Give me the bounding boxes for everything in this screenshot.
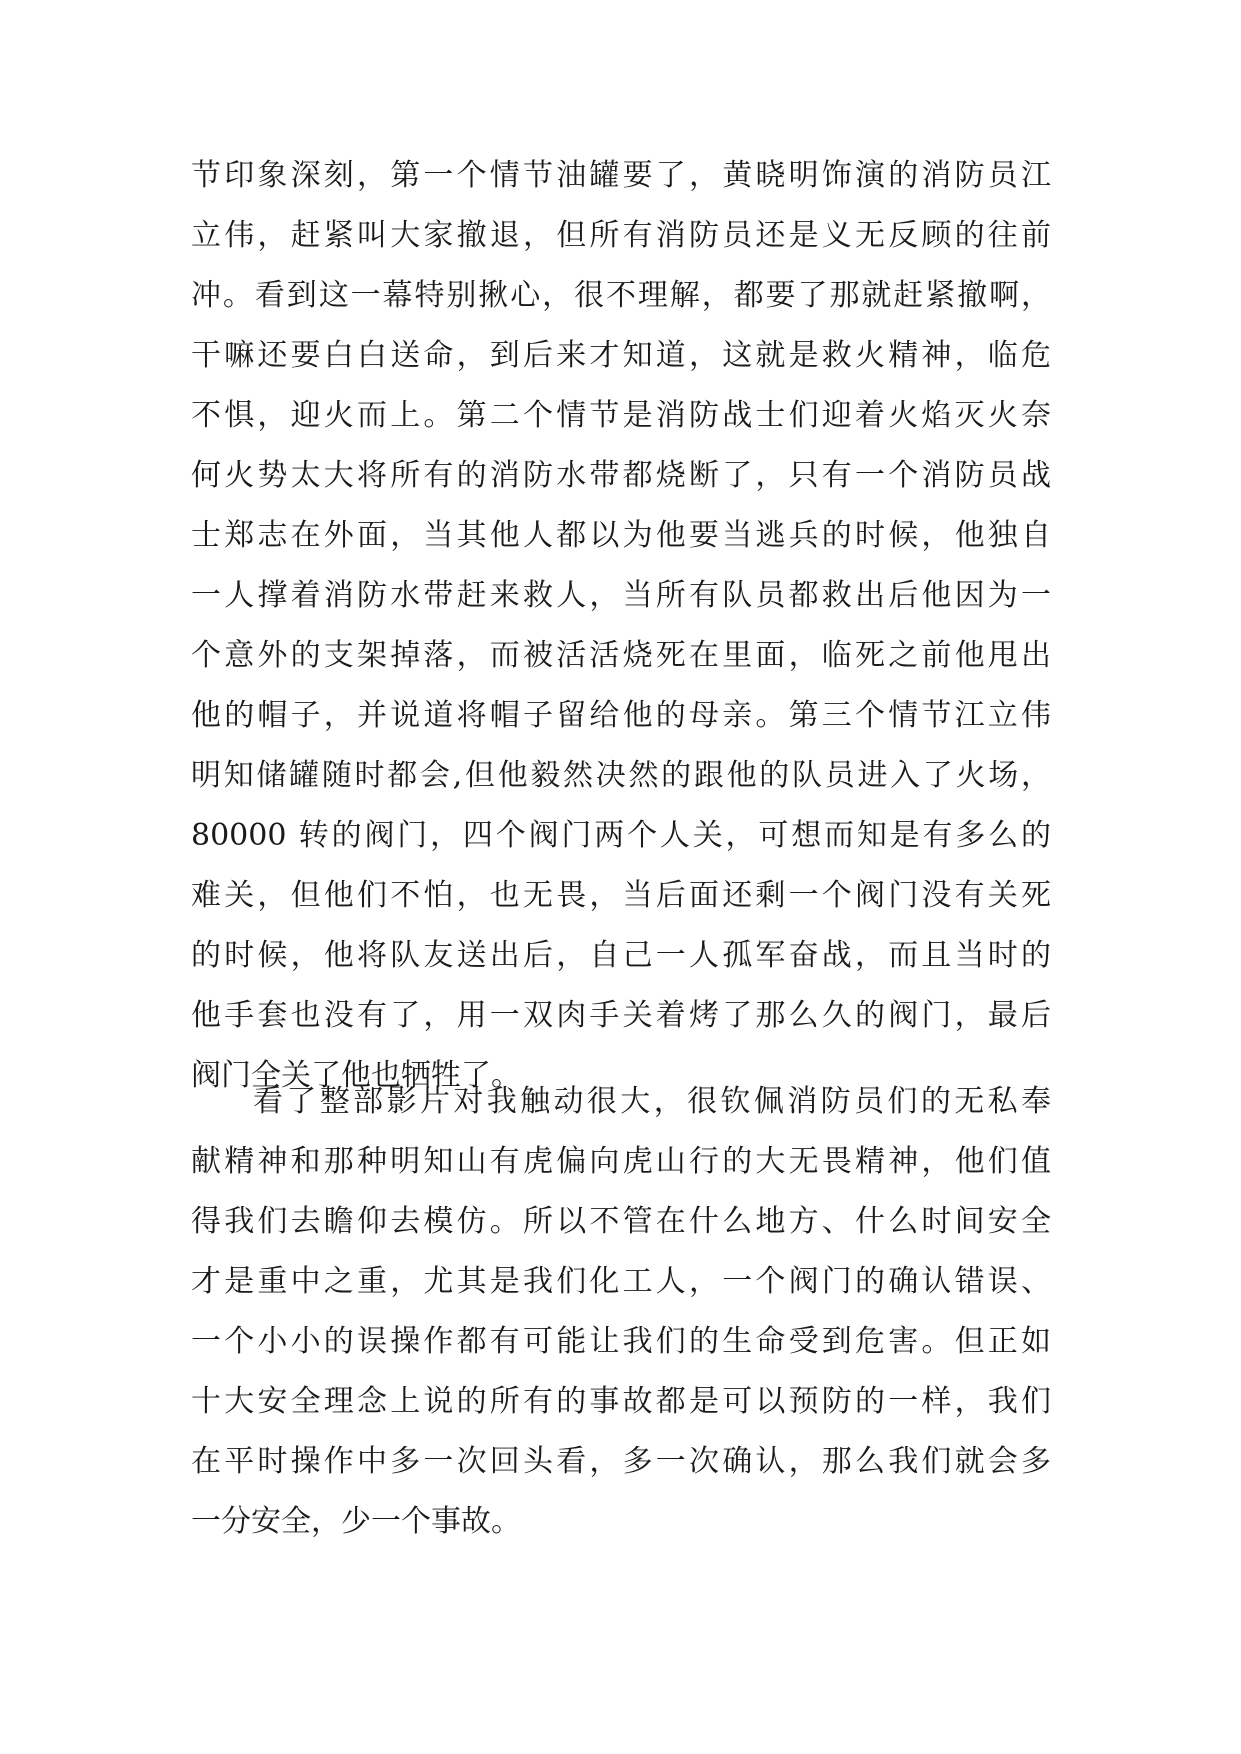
text-line: 一分安全，少一个事故。 — [191, 1504, 521, 1539]
text-line: 何火势太大将所有的消防水带都烧断了，只有一个消防员战 — [191, 458, 1051, 493]
text-line: 干嘛还要白白送命，到后来才知道，这就是救火精神，临危 — [191, 338, 1051, 373]
paragraph-1 — [191, 146, 1051, 1106]
text-line: 献精神和那种明知山有虎偏向虎山行的大无畏精神，他们值 — [191, 1144, 1051, 1179]
text-line: 难关，但他们不怕，也无畏，当后面还剩一个阀门没有关死 — [191, 878, 1051, 913]
text-line: 阀门全关了他也牺牲了。 — [191, 1058, 521, 1093]
text-line: 得我们去瞻仰去模仿。所以不管在什么地方、什么时间安全 — [191, 1204, 1051, 1239]
text-line: 立伟，赶紧叫大家撤退，但所有消防员还是义无反顾的往前 — [191, 218, 1051, 253]
text-line: 的时候，他将队友送出后，自己一人孤军奋战，而且当时的 — [191, 938, 1051, 973]
text-line: 才是重中之重，尤其是我们化工人，一个阀门的确认错误、 — [191, 1264, 1051, 1299]
text-line: 十大安全理念上说的所有的事故都是可以预防的一样，我们 — [191, 1384, 1051, 1419]
text-line: 明知储罐随时都会,但他毅然决然的跟他的队员进入了火场， — [191, 758, 1051, 793]
text-line: 在平时操作中多一次回头看，多一次确认，那么我们就会多 — [191, 1444, 1051, 1479]
paragraph-2 — [191, 1072, 1051, 1552]
text-line: 士郑志在外面，当其他人都以为他要当逃兵的时候，他独自 — [191, 518, 1051, 553]
text-line: 不惧，迎火而上。第二个情节是消防战士们迎着火焰灭火奈 — [191, 398, 1051, 433]
text-line: 节印象深刻，第一个情节油罐要了，黄晓明饰演的消防员江 — [191, 158, 1051, 193]
text-line: 80000 转的阀门，四个阀门两个人关，可想而知是有多么的 — [191, 818, 1051, 853]
text-line: 冲。看到这一幕特别揪心，很不理解，都要了那就赶紧撤啊， — [191, 278, 1051, 313]
text-line: 一个小小的误操作都有可能让我们的生命受到危害。但正如 — [191, 1324, 1051, 1359]
text-line: 他手套也没有了，用一双肉手关着烤了那么久的阀门，最后 — [191, 998, 1051, 1033]
text-line: 一人撑着消防水带赶来救人，当所有队员都救出后他因为一 — [191, 578, 1051, 613]
text-line: 他的帽子，并说道将帽子留给他的母亲。第三个情节江立伟 — [191, 698, 1051, 733]
text-line: 看了整部影片对我触动很大，很钦佩消防员们的无私奉 — [253, 1084, 1051, 1119]
text-line: 个意外的支架掉落，而被活活烧死在里面，临死之前他甩出 — [191, 638, 1051, 673]
